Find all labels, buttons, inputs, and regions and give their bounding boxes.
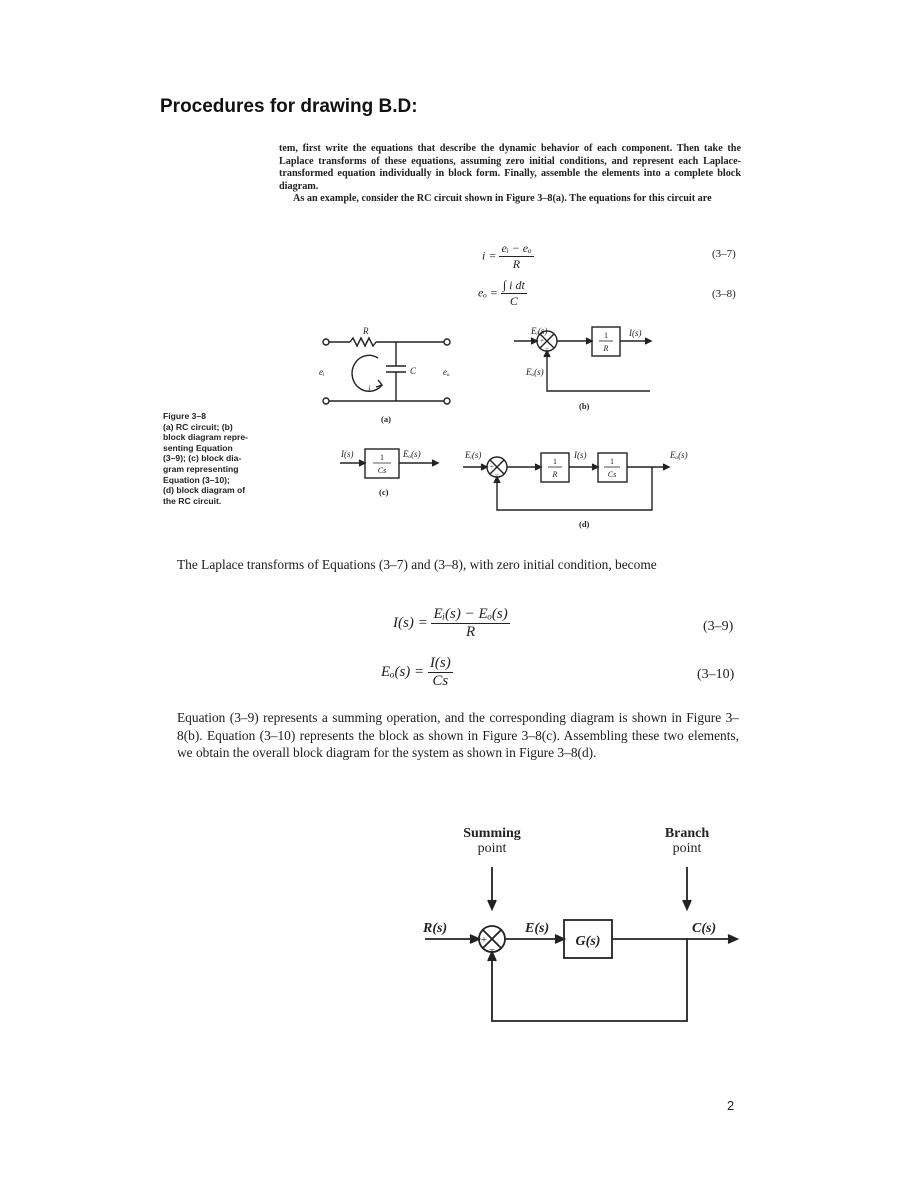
eq37-denominator: R	[512, 257, 521, 271]
label-d-Is: I(s)	[574, 450, 587, 460]
sign-d-plus: +	[490, 463, 494, 471]
label-eo: eₒ	[443, 367, 450, 377]
eq39-lhs: I(s) =	[393, 614, 428, 631]
block-d2-num: 1	[610, 457, 614, 466]
eq310-denominator: Cs	[432, 673, 449, 689]
feedback-line-b	[547, 352, 650, 391]
eq38-lhs: eₒ =	[478, 285, 498, 300]
diagram-c	[340, 449, 438, 478]
caption-line: the RC circuit.	[163, 495, 222, 506]
block-b-den: R	[603, 344, 609, 353]
eq38-numerator: ∫ i dt	[502, 278, 525, 292]
block-b-num: 1	[604, 331, 608, 340]
eq39-fraction	[431, 606, 509, 641]
label-c-Eo: Eₒ(s)	[403, 449, 421, 459]
equation-3-9	[393, 606, 510, 641]
diagram-d	[463, 453, 669, 510]
page-number: 2	[727, 1098, 735, 1113]
closed-loop-diagram	[0, 810, 918, 1040]
sign-plus: +	[480, 934, 488, 946]
block-d2-den: Cs	[607, 470, 617, 479]
label-i: i	[368, 384, 371, 394]
eq38-number: (3–8)	[712, 288, 736, 300]
resistor-symbol	[350, 338, 376, 346]
eq37-numerator: eᵢ − eₒ	[501, 241, 532, 255]
label-d-Eo: Eₒ(s)	[670, 450, 688, 460]
eq38-denominator: C	[509, 294, 518, 308]
input-label: R(s)	[423, 921, 448, 936]
paragraph-summing-text: Equation (3–9) represents a summing operation, and the corresponding diagram is shown in Figure 3–8(b). Equation (3–10) represents the block as shown in Figure 3–8(c). Assembling these two elements, we obtain the overall block diagram for the system as shown in Figure 3–8(d).	[177, 710, 739, 760]
eq310-lhs: Eₒ(s) =	[381, 663, 425, 680]
error-label: E(s)	[525, 921, 550, 936]
page-heading: Procedures for drawing B.D:	[160, 96, 418, 117]
sign-b-plus: +	[540, 337, 544, 345]
eq37-number: (3–7)	[712, 248, 736, 260]
label-ei: eᵢ	[319, 367, 325, 377]
label-b: (b)	[579, 401, 590, 411]
caption-line: Equation (3–10);	[163, 474, 230, 485]
equation-3-10	[381, 655, 453, 690]
paragraph-laplace	[177, 556, 739, 574]
block-c-num: 1	[380, 453, 384, 462]
eq39-number: (3–9)	[703, 619, 734, 634]
eq310-fraction	[428, 655, 453, 690]
intro-paragraph-1: tem, first write the equations that describe the dynamic behavior of each component. Then take the Laplace transforms of these equations, assuming zero initial conditions, and represent each Laplace-transformed equation individually in block form. Finally, assemble the elements into a complete block diagram.	[279, 143, 741, 192]
caption-line: gram representing	[163, 463, 239, 474]
label-d-Ei: Eᵢ(s)	[465, 450, 482, 460]
paragraph-summing	[177, 709, 739, 762]
feedback-path	[492, 939, 687, 1021]
summing-point-label-1: Summing	[463, 826, 521, 841]
label-a: (a)	[381, 414, 391, 424]
label-b-Eo: Eₒ(s)	[526, 367, 544, 377]
figure-3-8	[0, 0, 918, 560]
feedback-line-d	[497, 467, 652, 510]
label-b-Ei: Eᵢ(s)	[531, 326, 548, 336]
paragraph-laplace-text: The Laplace transforms of Equations (3–7) and (3–8), with zero initial condition, become	[177, 557, 657, 572]
sign-minus: −	[488, 944, 496, 956]
label-C: C	[410, 366, 417, 376]
block-d1-den: R	[552, 470, 558, 479]
caption-line: (3–9); (c) block dia-	[163, 453, 242, 464]
sign-b-minus: −	[545, 345, 549, 353]
block-d1-num: 1	[553, 457, 557, 466]
label-c-Is: I(s)	[341, 449, 354, 459]
label-R: R	[363, 326, 369, 336]
intro-paragraph-2: As an example, consider the RC circuit shown in Figure 3–8(a). The equations for this circuit are	[293, 193, 712, 205]
rc-circuit	[323, 338, 450, 404]
branch-point-label-2: point	[672, 841, 702, 856]
figure-caption	[163, 411, 273, 506]
caption-title: Figure 3–8	[163, 411, 206, 421]
eq37-lhs: i =	[482, 248, 497, 263]
caption-line: block diagram repre-	[163, 432, 249, 443]
eq39-denominator: R	[466, 624, 476, 640]
sign-d-minus: −	[495, 471, 499, 479]
block-label: G(s)	[575, 934, 601, 949]
eq310-number: (3–10)	[697, 667, 735, 682]
caption-line: senting Equation	[163, 442, 233, 453]
summing-point-label-2: point	[477, 841, 507, 856]
block-c-den: Cs	[377, 466, 387, 475]
caption-line: (a) RC circuit; (b)	[163, 421, 233, 432]
label-d: (d)	[579, 519, 590, 529]
caption-line: (d) block diagram of	[163, 485, 246, 496]
label-b-Is: I(s)	[629, 328, 642, 338]
output-label: C(s)	[692, 921, 717, 936]
eq310-numerator: I(s)	[429, 655, 451, 671]
branch-point-label-1: Branch	[664, 826, 710, 841]
label-c: (c)	[379, 487, 389, 497]
eq39-numerator: Eᵢ(s) − Eₒ(s)	[433, 606, 508, 622]
